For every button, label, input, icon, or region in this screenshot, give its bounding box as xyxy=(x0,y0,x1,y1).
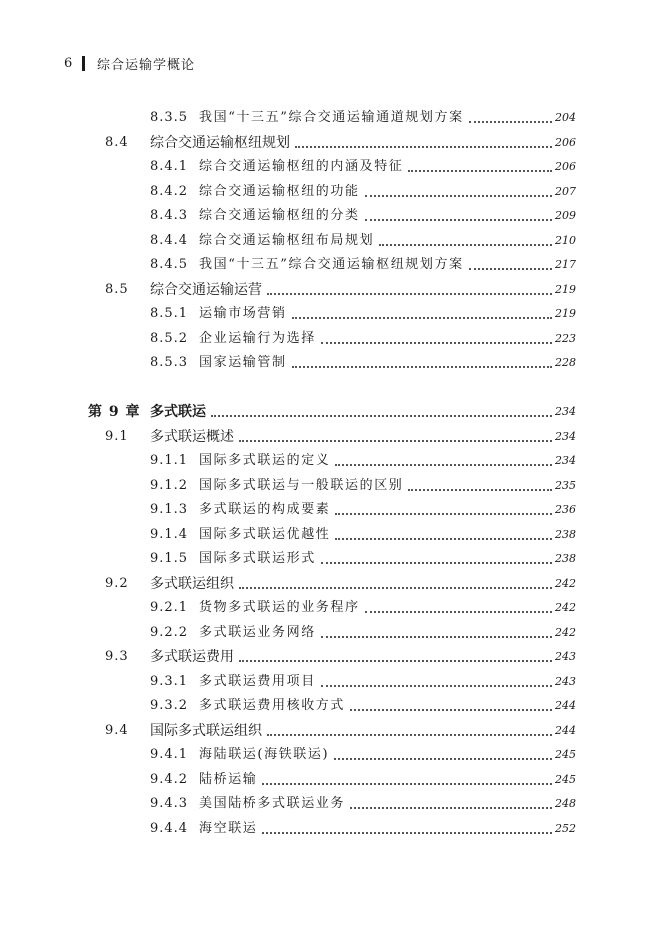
toc-entry-page: 244 xyxy=(555,724,576,737)
toc-entry-title-text: 我国“十三五”综合交通运输通道规划方案 xyxy=(199,108,467,128)
toc-section-row[interactable] xyxy=(0,133,665,153)
dot-leader xyxy=(408,152,552,172)
toc-entry-title-text: 国际多式联运形式 xyxy=(199,549,319,569)
dot-leader xyxy=(321,544,552,564)
toc-entry-title xyxy=(150,647,237,667)
toc-subsection-row[interactable] xyxy=(0,770,665,790)
toc-entry-title xyxy=(199,182,363,202)
toc-entry-page: 219 xyxy=(555,283,576,296)
toc-entry-title xyxy=(150,280,265,300)
dot-leader xyxy=(262,765,552,785)
toc-entry-title-text: 多式联运组织 xyxy=(150,574,237,594)
toc-section-row[interactable] xyxy=(0,647,665,667)
toc-entry-title xyxy=(199,623,319,643)
toc-entry-title xyxy=(150,574,237,594)
running-header xyxy=(64,54,195,72)
toc-entry-title-text: 企业运输行为选择 xyxy=(199,329,319,349)
toc-entry-title-text: 综合交通运输枢纽的功能 xyxy=(199,182,363,202)
toc-section-row[interactable] xyxy=(0,427,665,447)
dot-leader xyxy=(335,520,552,540)
toc-entry-title xyxy=(199,329,319,349)
toc-entry-page: 235 xyxy=(555,479,576,492)
toc-subsection-row[interactable] xyxy=(0,182,665,202)
toc-entry-title-text: 我国“十三五”综合交通运输枢纽规划方案 xyxy=(199,255,467,275)
toc-subsection-row[interactable] xyxy=(0,476,665,496)
toc-entry-page: 245 xyxy=(555,748,576,761)
toc-entry-title-text: 国际多式联运与一般联运的区别 xyxy=(199,476,406,496)
toc-entry-title-text: 陆桥运输 xyxy=(199,770,260,790)
toc-entry-title xyxy=(199,157,406,177)
toc-subsection-row[interactable] xyxy=(0,672,665,692)
toc-entry-number: 8.4.3 xyxy=(150,208,189,223)
toc-entry-title xyxy=(199,819,260,839)
toc-entry-page: 252 xyxy=(555,822,576,835)
toc-entry-page: 223 xyxy=(555,332,576,345)
toc-entry-number: 9.2 xyxy=(105,576,129,591)
toc-entry-title-text: 综合交通运输运营 xyxy=(150,280,265,300)
toc-entry-page: 242 xyxy=(555,577,576,590)
dot-leader xyxy=(321,618,552,638)
toc-entry-page: 236 xyxy=(555,503,576,516)
toc-entry-number: 9.1.2 xyxy=(150,478,189,493)
dot-leader xyxy=(365,593,552,613)
toc-subsection-row[interactable] xyxy=(0,745,665,765)
page-number: 6 xyxy=(64,55,73,71)
toc-entry-page: 206 xyxy=(555,160,576,173)
toc-entry-title xyxy=(150,721,265,741)
toc-entry-page: 244 xyxy=(555,699,576,712)
dot-leader xyxy=(295,128,552,148)
dot-leader xyxy=(350,691,552,711)
toc-entry-number: 8.4.5 xyxy=(150,257,189,272)
toc-entry-number: 9.3 xyxy=(105,649,129,664)
toc-entry-page: 204 xyxy=(555,111,576,124)
dot-leader xyxy=(469,103,552,123)
toc-subsection-row[interactable] xyxy=(0,819,665,839)
toc-entry-title-text: 多式联运费用项目 xyxy=(199,672,319,692)
toc-entry-title xyxy=(199,255,467,275)
toc-subsection-row[interactable] xyxy=(0,353,665,373)
toc-entry-title xyxy=(199,476,406,496)
dot-leader xyxy=(334,740,552,760)
toc-entry-page: 234 xyxy=(555,454,576,467)
toc-entry-page: 243 xyxy=(555,650,576,663)
toc-entry-title xyxy=(199,745,332,765)
toc-entry-title-text: 多式联运费用核收方式 xyxy=(199,696,348,716)
toc-entry-title-text: 多式联运业务网络 xyxy=(199,623,319,643)
toc-entry-title xyxy=(199,770,260,790)
toc-section-row[interactable] xyxy=(0,721,665,741)
toc-entry-title xyxy=(199,696,348,716)
toc-entry-page: 242 xyxy=(555,626,576,639)
dot-leader xyxy=(379,226,552,246)
toc-entry-page: 234 xyxy=(555,430,576,443)
dot-leader xyxy=(469,250,552,270)
toc-subsection-row[interactable] xyxy=(0,231,665,251)
toc-entry-page: 238 xyxy=(555,528,576,541)
dot-leader xyxy=(267,716,552,736)
toc-entry-number: 8.5.3 xyxy=(150,355,189,370)
toc-entry-title xyxy=(199,598,363,618)
dot-leader xyxy=(267,275,552,295)
toc-subsection-row[interactable] xyxy=(0,255,665,275)
toc-section-row[interactable] xyxy=(0,574,665,594)
dot-leader xyxy=(350,789,552,809)
toc-entry-title-text: 多式联运的构成要素 xyxy=(199,500,333,520)
toc-entry-number: 9.1.5 xyxy=(150,551,189,566)
dot-leader xyxy=(365,177,552,197)
toc-entry-number: 8.4 xyxy=(105,135,129,150)
dot-leader xyxy=(211,397,552,417)
toc-subsection-row[interactable] xyxy=(0,598,665,618)
dot-leader xyxy=(321,667,552,687)
toc-entry-title xyxy=(199,353,290,373)
toc-entry-title xyxy=(150,402,209,422)
toc-entry-title-text: 国际多式联运的定义 xyxy=(199,451,333,471)
toc-subsection-row[interactable] xyxy=(0,794,665,814)
toc-entry-title-text: 综合交通运输枢纽的分类 xyxy=(199,206,363,226)
toc-chapter-row[interactable] xyxy=(0,402,665,422)
dot-leader xyxy=(335,446,552,466)
toc-entry-title-text: 国际多式联运组织 xyxy=(150,721,265,741)
toc-entry-number: 9.4.1 xyxy=(150,747,189,762)
toc-entry-title-text: 综合交通运输枢纽规划 xyxy=(150,133,293,153)
toc-entry-number: 8.5.1 xyxy=(150,306,189,321)
toc-entry-page: 243 xyxy=(555,675,576,688)
toc-entry-number: 第 9 章 xyxy=(88,404,141,420)
toc-entry-number: 9.2.1 xyxy=(150,600,189,615)
toc-entry-title xyxy=(199,451,333,471)
toc-entry-title xyxy=(199,525,333,545)
toc-entry-page: 242 xyxy=(555,601,576,614)
toc-entry-number: 9.1.4 xyxy=(150,527,189,542)
toc-entry-page: 234 xyxy=(555,405,576,418)
toc-entry-title-text: 多式联运 xyxy=(150,402,209,422)
dot-leader xyxy=(335,495,552,515)
toc-entry-title xyxy=(150,133,293,153)
toc-subsection-row[interactable] xyxy=(0,696,665,716)
toc-entry-number: 8.4.1 xyxy=(150,159,189,174)
toc-subsection-row[interactable] xyxy=(0,157,665,177)
toc-subsection-row[interactable] xyxy=(0,525,665,545)
dot-leader xyxy=(321,324,552,344)
toc-entry-number: 9.1.1 xyxy=(150,453,189,468)
dot-leader xyxy=(239,422,552,442)
dot-leader xyxy=(262,814,552,834)
toc-entry-title xyxy=(199,206,363,226)
toc-entry-title-text: 美国陆桥多式联运业务 xyxy=(199,794,348,814)
toc-entry-title-text: 运输市场营销 xyxy=(199,304,290,324)
toc-entry-title xyxy=(150,427,237,447)
toc-entry-number: 9.4.2 xyxy=(150,772,189,787)
toc-entry-title xyxy=(199,672,319,692)
toc-entry-number: 9.1 xyxy=(105,429,129,444)
dot-leader xyxy=(408,471,552,491)
toc-subsection-row[interactable] xyxy=(0,329,665,349)
toc-subsection-row[interactable] xyxy=(0,206,665,226)
toc-entry-page: 238 xyxy=(555,552,576,565)
dot-leader xyxy=(292,348,552,368)
toc-entry-title-text: 多式联运费用 xyxy=(150,647,237,667)
toc-subsection-row[interactable] xyxy=(0,108,665,128)
toc-entry-page: 217 xyxy=(555,258,576,271)
toc-entry-title xyxy=(199,304,290,324)
toc-entry-title-text: 货物多式联运的业务程序 xyxy=(199,598,363,618)
dot-leader xyxy=(365,201,552,221)
toc-entry-page: 210 xyxy=(555,234,576,247)
toc-entry-page: 206 xyxy=(555,136,576,149)
toc-entry-page: 245 xyxy=(555,773,576,786)
toc-entry-page: 248 xyxy=(555,797,576,810)
toc-entry-number: 8.4.2 xyxy=(150,184,189,199)
toc-subsection-row[interactable] xyxy=(0,623,665,643)
toc-entry-title-text: 综合交通运输枢纽的内涵及特征 xyxy=(199,157,406,177)
book-title: 综合运输学概论 xyxy=(97,57,196,73)
toc-entry-title-text: 综合交通运输枢纽布局规划 xyxy=(199,231,377,251)
toc-entry-page: 207 xyxy=(555,185,576,198)
toc-subsection-row[interactable] xyxy=(0,451,665,471)
toc-entry-number: 8.4.4 xyxy=(150,233,189,248)
toc-entry-title-text: 国际多式联运优越性 xyxy=(199,525,333,545)
toc-entry-number: 9.3.2 xyxy=(150,698,189,713)
toc-subsection-row[interactable] xyxy=(0,500,665,520)
toc-subsection-row[interactable] xyxy=(0,304,665,324)
toc-entry-title xyxy=(199,794,348,814)
toc-entry-number: 9.4.3 xyxy=(150,796,189,811)
toc-entry-number: 9.3.1 xyxy=(150,674,189,689)
toc-entry-title xyxy=(199,549,319,569)
toc-subsection-row[interactable] xyxy=(0,549,665,569)
toc-section-row[interactable] xyxy=(0,280,665,300)
toc-entry-title-text: 海空联运 xyxy=(199,819,260,839)
toc-entry-number: 9.4 xyxy=(105,723,129,738)
toc-entry-number: 8.5.2 xyxy=(150,331,189,346)
toc-entry-number: 9.4.4 xyxy=(150,821,189,836)
toc-entry-title xyxy=(199,231,377,251)
dot-leader xyxy=(239,642,552,662)
toc-entry-title-text: 国家运输管制 xyxy=(199,353,290,373)
dot-leader xyxy=(292,299,552,319)
header-rule xyxy=(82,56,85,71)
toc-entry-number: 9.1.3 xyxy=(150,502,189,517)
toc-entry-page: 209 xyxy=(555,209,576,222)
dot-leader xyxy=(239,569,552,589)
toc-entry-title-text: 多式联运概述 xyxy=(150,427,237,447)
toc-entry-number: 8.5 xyxy=(105,282,129,297)
toc-entry-number: 8.3.5 xyxy=(150,110,189,125)
toc-entry-page: 228 xyxy=(555,356,576,369)
toc-entry-title xyxy=(199,500,333,520)
toc-entry-title-text: 海陆联运(海铁联运) xyxy=(199,745,332,765)
toc-entry-page: 219 xyxy=(555,307,576,320)
toc-entry-number: 9.2.2 xyxy=(150,625,189,640)
toc-entry-title xyxy=(199,108,467,128)
